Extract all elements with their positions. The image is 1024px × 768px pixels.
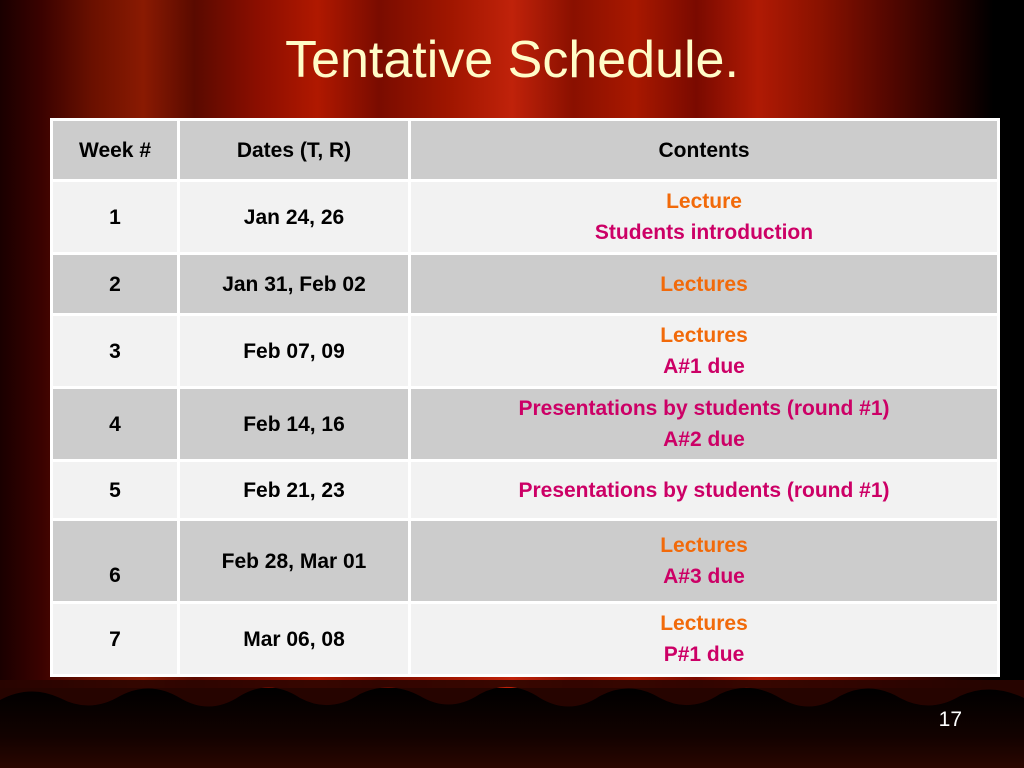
contents-line: Students introduction (594, 221, 814, 244)
contents-line: Presentations by students (round #1) (518, 478, 890, 502)
contents-line: Presentations by students (round #1) (518, 397, 890, 420)
curtain-valance (0, 680, 1024, 720)
dates-cell: Jan 31, Feb 02 (180, 255, 408, 313)
contents-cell (411, 389, 997, 459)
dates-cell: Feb 28, Mar 01 (180, 521, 408, 601)
table-row (53, 389, 997, 459)
contents-cell (411, 521, 997, 601)
contents-line: P#1 due (663, 643, 745, 666)
contents-cell (411, 316, 997, 386)
contents-cell (411, 604, 997, 674)
contents-line: A#3 due (663, 565, 745, 588)
table-row (53, 182, 997, 252)
contents-line: Lectures (660, 272, 748, 296)
dates-cell: Feb 21, 23 (180, 462, 408, 518)
week-cell: 7 (53, 604, 177, 674)
table-row (53, 255, 997, 313)
week-cell: 2 (53, 255, 177, 313)
table-row (53, 462, 997, 518)
contents-cell (411, 462, 997, 518)
dates-cell: Mar 06, 08 (180, 604, 408, 674)
week-value: 6 (109, 564, 121, 587)
header-week: Week # (53, 121, 177, 179)
table-header-row (53, 121, 997, 179)
contents-cell (411, 182, 997, 252)
table-row (53, 316, 997, 386)
slide-number: 17 (938, 708, 962, 731)
contents-line: Lectures (660, 534, 748, 557)
schedule-table (50, 118, 1000, 677)
contents-line: Lecture (666, 190, 742, 213)
header-dates: Dates (T, R) (180, 121, 408, 179)
week-cell: 3 (53, 316, 177, 386)
dates-cell: Feb 07, 09 (180, 316, 408, 386)
slide-title: Tentative Schedule. (285, 31, 739, 89)
contents-line: A#2 due (663, 428, 745, 451)
week-cell: 5 (53, 462, 177, 518)
contents-cell (411, 255, 997, 313)
contents-line: Lectures (660, 324, 748, 347)
dates-cell: Jan 24, 26 (180, 182, 408, 252)
dates-cell: Feb 14, 16 (180, 389, 408, 459)
contents-line: A#1 due (663, 355, 745, 378)
week-cell: 1 (53, 182, 177, 252)
table-row (53, 604, 997, 674)
table-row (53, 521, 997, 601)
header-contents: Contents (411, 121, 997, 179)
contents-line: Lectures (660, 612, 748, 635)
week-cell: 4 (53, 389, 177, 459)
week-cell (53, 521, 177, 601)
